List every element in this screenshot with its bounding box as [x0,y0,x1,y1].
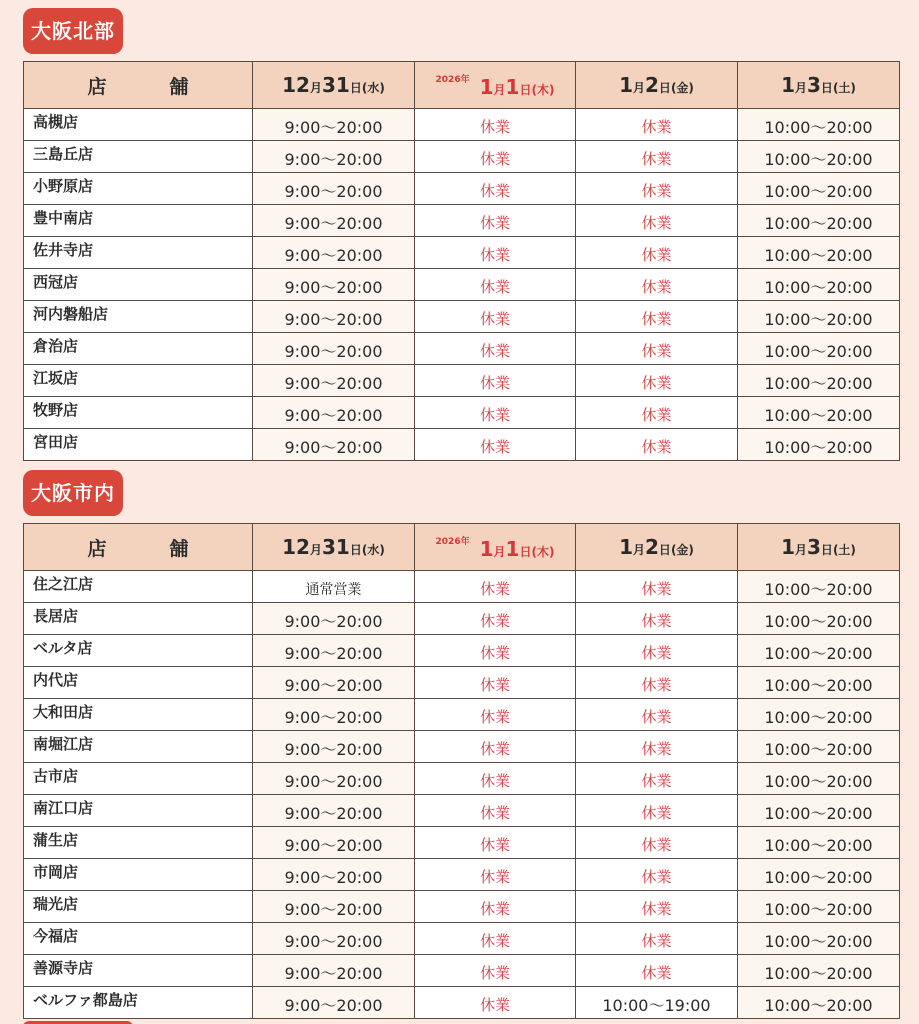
table-row [24,603,900,635]
table-row [24,571,900,603]
closed-cell: 休業 [576,923,738,955]
closed-cell: 休業 [576,955,738,987]
hours-cell: 9:00〜20:00 [253,667,415,699]
store-name: 古市店 [24,763,253,795]
closed-cell: 休業 [415,699,576,731]
closed-cell: 休業 [415,397,576,429]
hours-cell: 9:00〜20:00 [253,859,415,891]
closed-cell: 休業 [576,635,738,667]
header-jan-3: 1月3日(土) [738,524,900,571]
header-store: 店 舗 [24,524,253,571]
hours-cell: 10:00〜20:00 [738,859,900,891]
header-store: 店 舗 [24,62,253,109]
hours-cell: 9:00〜20:00 [253,635,415,667]
hours-cell: 10:00〜20:00 [738,827,900,859]
closed-cell: 休業 [415,891,576,923]
table-row [24,859,900,891]
store-name: 今福店 [24,923,253,955]
hours-cell: 9:00〜20:00 [253,923,415,955]
store-name: 高槻店 [24,109,253,141]
store-name: 住之江店 [24,571,253,603]
closed-cell: 休業 [415,429,576,461]
closed-cell: 休業 [415,269,576,301]
closed-cell: 休業 [576,333,738,365]
closed-cell: 休業 [576,365,738,397]
table-row [24,795,900,827]
schedule-table-osaka-city [23,523,900,1019]
closed-cell: 休業 [415,955,576,987]
table-row [24,301,900,333]
header-dec-31: 12月31日(水) [253,62,415,109]
table-row [24,987,900,1019]
region-label-osaka-city: 大阪市内 [23,470,123,516]
closed-cell: 休業 [576,827,738,859]
hours-cell: 10:00〜20:00 [738,763,900,795]
closed-cell: 休業 [415,827,576,859]
closed-cell: 休業 [576,173,738,205]
hours-cell: 10:00〜20:00 [738,109,900,141]
closed-cell: 休業 [415,667,576,699]
header-jan-3: 1月3日(土) [738,62,900,109]
store-name: 牧野店 [24,397,253,429]
header-jan-1: $^{2026年}$ 1月1日(木) [415,62,576,109]
table-header-row [24,524,900,571]
table-row [24,397,900,429]
hours-cell: 10:00〜20:00 [738,891,900,923]
header-jan-2: 1月2日(金) [576,62,738,109]
hours-cell: 9:00〜20:00 [253,731,415,763]
schedule-table-north-osaka [23,61,900,461]
store-name: 長居店 [24,603,253,635]
closed-cell: 休業 [415,603,576,635]
closed-cell: 休業 [415,859,576,891]
table-row [24,827,900,859]
closed-cell: 休業 [415,333,576,365]
store-name: 宮田店 [24,429,253,461]
closed-cell: 休業 [576,429,738,461]
hours-cell: 9:00〜20:00 [253,365,415,397]
closed-cell: 休業 [576,795,738,827]
closed-cell: 休業 [415,205,576,237]
store-name: 小野原店 [24,173,253,205]
region-label-north-osaka: 大阪北部 [23,8,123,54]
closed-cell: 休業 [415,795,576,827]
hours-cell: 9:00〜20:00 [253,141,415,173]
store-name: 市岡店 [24,859,253,891]
hours-cell: 10:00〜20:00 [738,173,900,205]
hours-cell: 10:00〜20:00 [738,429,900,461]
hours-cell: 9:00〜20:00 [253,699,415,731]
store-name: 西冠店 [24,269,253,301]
closed-cell: 休業 [415,731,576,763]
table-row [24,891,900,923]
store-name: 豊中南店 [24,205,253,237]
closed-cell: 休業 [415,987,576,1019]
hours-cell: 9:00〜20:00 [253,827,415,859]
hours-cell: 10:00〜19:00 [576,987,738,1019]
hours-cell: 10:00〜20:00 [738,635,900,667]
hours-cell: 10:00〜20:00 [738,571,900,603]
closed-cell: 休業 [576,763,738,795]
table-row [24,923,900,955]
hours-cell: 10:00〜20:00 [738,237,900,269]
table-row [24,699,900,731]
store-name: 河内磐船店 [24,301,253,333]
closed-cell: 休業 [576,731,738,763]
closed-cell: 休業 [576,603,738,635]
hours-cell: 10:00〜20:00 [738,699,900,731]
hours-cell: 10:00〜20:00 [738,205,900,237]
closed-cell: 休業 [576,269,738,301]
hours-cell: 10:00〜20:00 [738,301,900,333]
closed-cell: 休業 [415,141,576,173]
table-row [24,429,900,461]
hours-cell: 10:00〜20:00 [738,667,900,699]
hours-cell: 9:00〜20:00 [253,237,415,269]
table-row [24,269,900,301]
table-row [24,333,900,365]
hours-cell: 10:00〜20:00 [738,923,900,955]
table-row [24,173,900,205]
closed-cell: 休業 [576,397,738,429]
hours-cell: 10:00〜20:00 [738,141,900,173]
store-name: 南堀江店 [24,731,253,763]
hours-cell: 10:00〜20:00 [738,397,900,429]
hours-cell: 9:00〜20:00 [253,603,415,635]
closed-cell: 休業 [576,301,738,333]
store-name: 瑞光店 [24,891,253,923]
hours-cell: 9:00〜20:00 [253,109,415,141]
closed-cell: 休業 [576,571,738,603]
table-row [24,635,900,667]
store-name: 三島丘店 [24,141,253,173]
header-jan-2: 1月2日(金) [576,524,738,571]
table-row [24,365,900,397]
hours-cell: 9:00〜20:00 [253,397,415,429]
hours-cell: 10:00〜20:00 [738,333,900,365]
hours-cell: 9:00〜20:00 [253,795,415,827]
closed-cell: 休業 [415,923,576,955]
closed-cell: 休業 [415,237,576,269]
header-dec-31: 12月31日(水) [253,524,415,571]
store-name: ベルファ都島店 [24,987,253,1019]
hours-cell: 9:00〜20:00 [253,763,415,795]
closed-cell: 休業 [415,365,576,397]
store-name: 蒲生店 [24,827,253,859]
closed-cell: 休業 [415,571,576,603]
hours-cell: 10:00〜20:00 [738,955,900,987]
header-jan-1: $^{2026年}$ 1月1日(木) [415,524,576,571]
hours-cell: 9:00〜20:00 [253,891,415,923]
store-name: ベルタ店 [24,635,253,667]
hours-cell: 9:00〜20:00 [253,987,415,1019]
store-name: 佐井寺店 [24,237,253,269]
closed-cell: 休業 [576,859,738,891]
hours-cell: 9:00〜20:00 [253,301,415,333]
table-row [24,955,900,987]
closed-cell: 休業 [415,173,576,205]
table-header-row [24,62,900,109]
hours-cell: 10:00〜20:00 [738,603,900,635]
normal-hours-cell: 通常営業 [253,571,415,603]
hours-cell: 9:00〜20:00 [253,955,415,987]
closed-cell: 休業 [415,763,576,795]
table-row [24,731,900,763]
closed-cell: 休業 [576,141,738,173]
table-row [24,141,900,173]
hours-cell: 9:00〜20:00 [253,173,415,205]
store-name: 内代店 [24,667,253,699]
hours-cell: 10:00〜20:00 [738,987,900,1019]
closed-cell: 休業 [576,237,738,269]
closed-cell: 休業 [415,635,576,667]
closed-cell: 休業 [415,301,576,333]
closed-cell: 休業 [576,891,738,923]
table-row [24,205,900,237]
hours-cell: 10:00〜20:00 [738,269,900,301]
hours-cell: 9:00〜20:00 [253,205,415,237]
table-row [24,109,900,141]
store-name: 倉治店 [24,333,253,365]
hours-cell: 9:00〜20:00 [253,333,415,365]
store-name: 善源寺店 [24,955,253,987]
table-row [24,237,900,269]
store-name: 南江口店 [24,795,253,827]
store-name: 江坂店 [24,365,253,397]
table-row [24,667,900,699]
hours-cell: 9:00〜20:00 [253,429,415,461]
hours-cell: 10:00〜20:00 [738,365,900,397]
hours-cell: 10:00〜20:00 [738,795,900,827]
hours-cell: 9:00〜20:00 [253,269,415,301]
closed-cell: 休業 [576,205,738,237]
closed-cell: 休業 [576,667,738,699]
store-name: 大和田店 [24,699,253,731]
closed-cell: 休業 [576,699,738,731]
closed-cell: 休業 [415,109,576,141]
table-row [24,763,900,795]
closed-cell: 休業 [576,109,738,141]
hours-cell: 10:00〜20:00 [738,731,900,763]
